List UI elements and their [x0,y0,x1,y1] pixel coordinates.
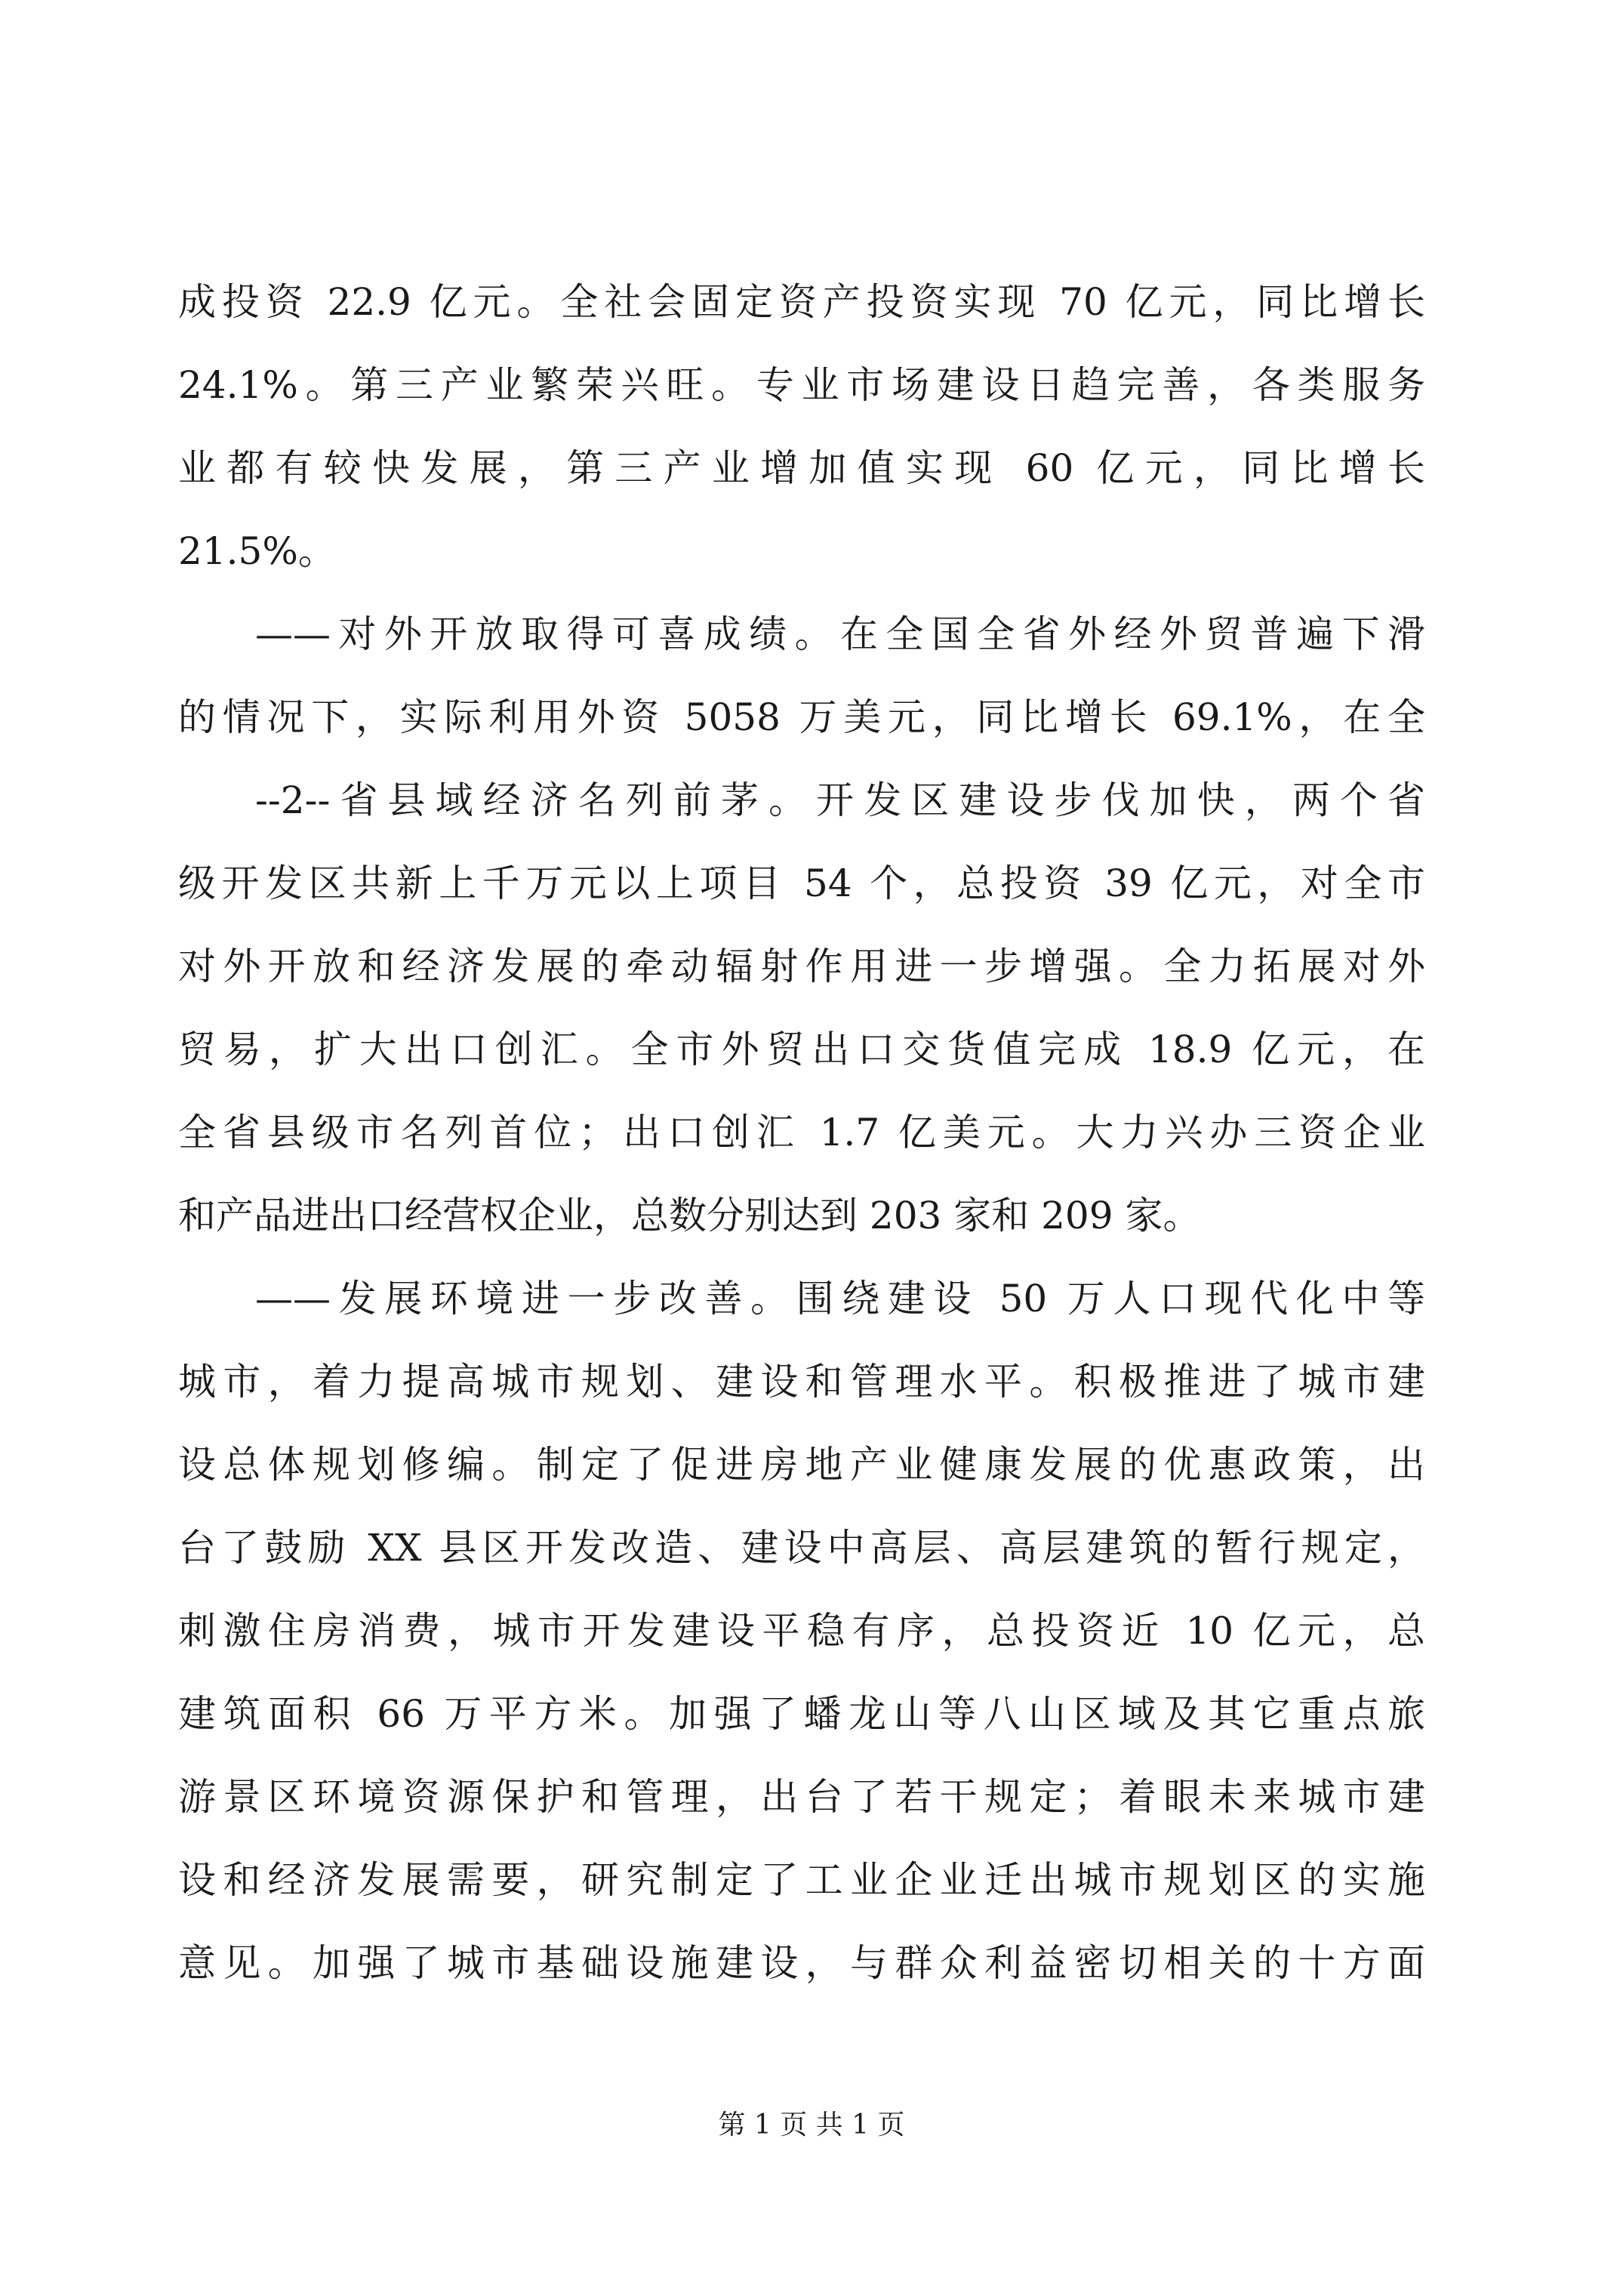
paragraph-start-line: ——对外开放取得可喜成绩。在全国全省外经外贸普遍下滑 [255,612,1425,656]
text-line: 意见。加强了城市基础设施建设，与群众利益密切相关的十方面 [178,1941,1425,1985]
body-text [178,260,1425,2005]
paragraph-start-line: --2--省县域经济名列前茅。开发区建设步伐加快，两个省 [255,778,1425,822]
text-line: 全省县级市名列首位；出口创汇 1.7 亿美元。大力兴办三资企业 [178,1111,1425,1154]
text-line: 对外开放和经济发展的牵动辐射作用进一步增强。全力拓展对外 [178,945,1425,988]
text-line: 21.5%。 [178,529,336,573]
text-line: 设总体规划修编。制定了促进房地产业健康发展的优惠政策，出 [178,1443,1425,1487]
page-footer [0,2103,1623,2142]
text-line: 业都有较快发展，第三产业增加值实现 60 亿元，同比增长 [178,446,1425,490]
text-line: 游景区环境资源保护和管理，出台了若干规定；着眼未来城市建 [178,1775,1425,1819]
page-number: 第 1 页 共 1 页 [718,2110,905,2140]
text-line: 和产品进出口经营权企业，总数分别达到 203 家和 209 家。 [178,1194,1201,1237]
text-line: 成投资 22.9 亿元。全社会固定资产投资实现 70 亿元，同比增长 [178,280,1425,324]
text-line: 城市，着力提高城市规划、建设和管理水平。积极推进了城市建 [178,1360,1425,1404]
text-line: 设和经济发展需要，研究制定了工业企业迁出城市规划区的实施 [178,1858,1425,1902]
text-line: 贸易，扩大出口创汇。全市外贸出口交货值完成 18.9 亿元，在 [178,1028,1425,1071]
text-line: 台了鼓励 XX 县区开发改造、建设中高层、高层建筑的暂行规定， [178,1526,1425,1570]
text-line: 24.1%。第三产业繁荣兴旺。专业市场建设日趋完善，各类服务 [178,363,1425,407]
paragraph-start-line: ——发展环境进一步改善。围绕建设 50 万人口现代化中等 [255,1277,1425,1321]
text-line: 建筑面积 66 万平方米。加强了蟠龙山等八山区域及其它重点旅 [178,1692,1425,1736]
text-line: 刺激住房消费，城市开发建设平稳有序，总投资近 10 亿元，总 [178,1609,1425,1653]
text-line: 的情况下，实际利用外资 5058 万美元，同比增长 69.1%，在全 [178,695,1425,739]
text-line: 级开发区共新上千万元以上项目 54 个，总投资 39 亿元，对全市 [178,861,1425,905]
